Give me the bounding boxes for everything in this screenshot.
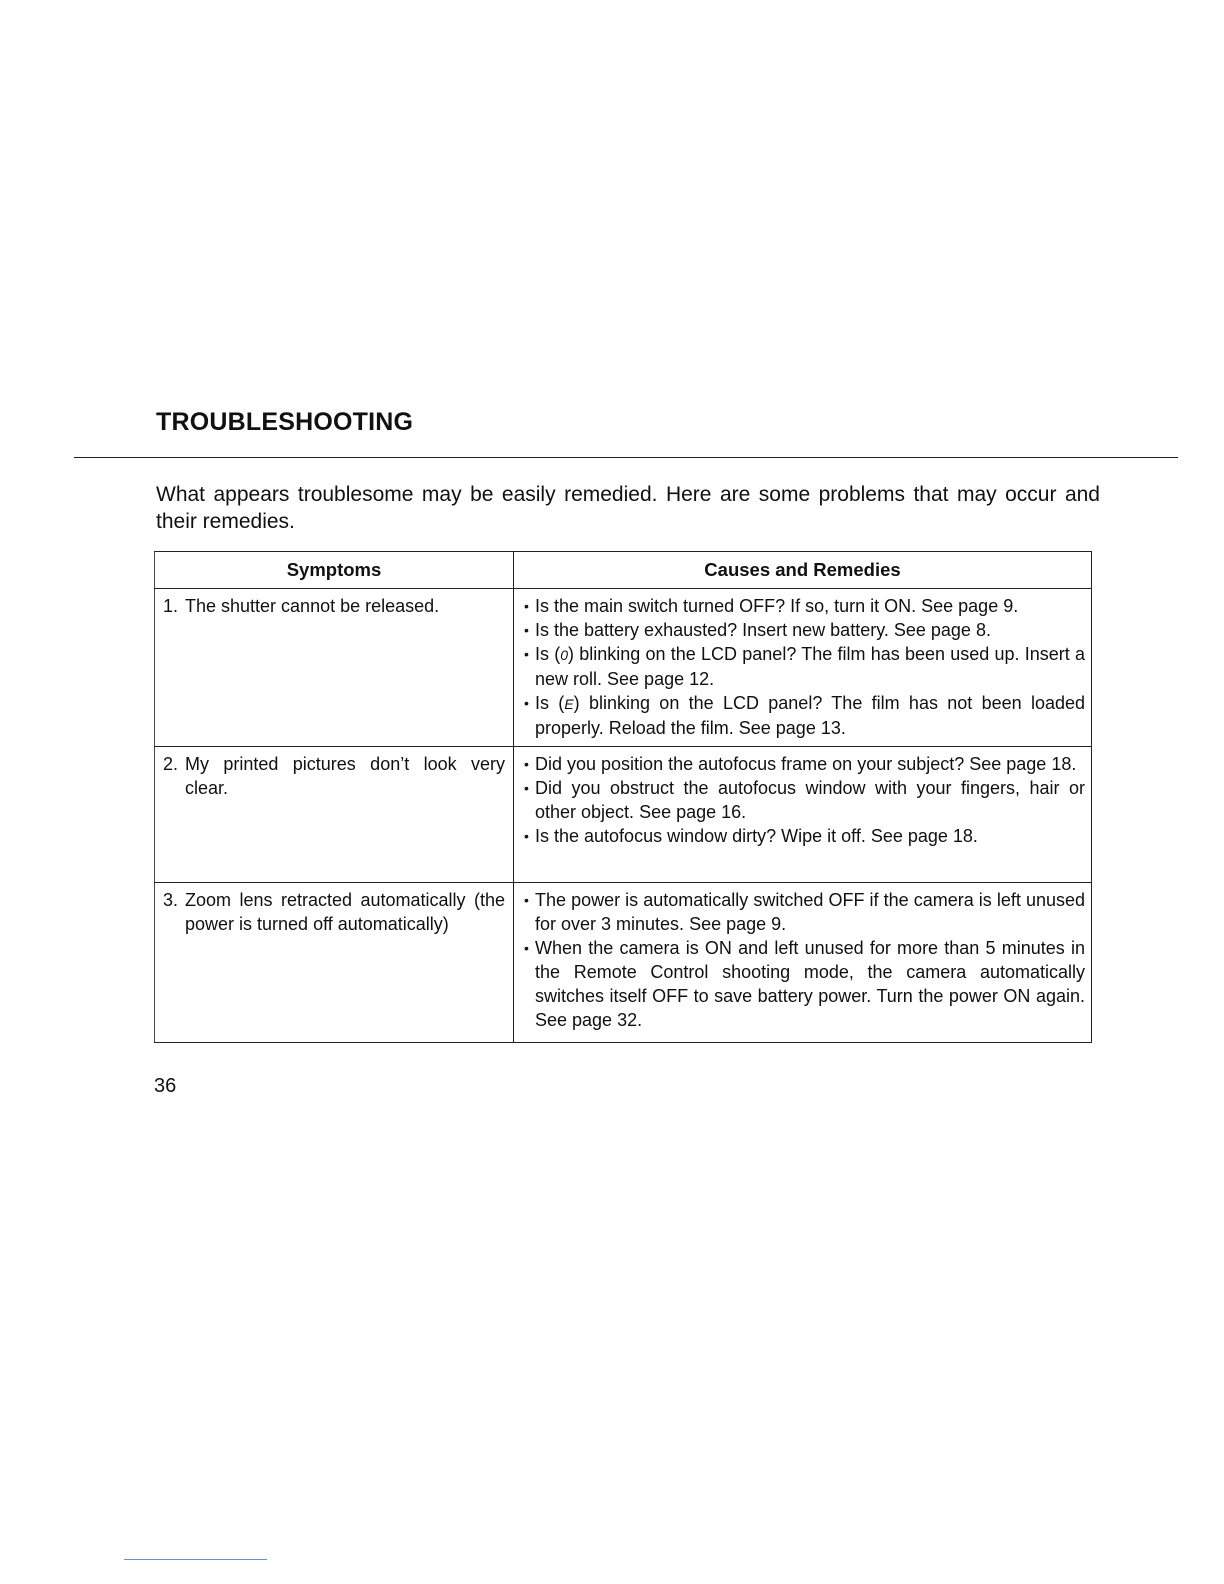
remedy-list bbox=[524, 752, 1085, 848]
table-header-row bbox=[155, 552, 1092, 589]
lcd-error-icon: E bbox=[564, 696, 574, 712]
symptom bbox=[163, 594, 505, 618]
symptom-number: 3. bbox=[163, 890, 179, 910]
symptom-text: Zoom lens retracted automatically (the power is turned off automatically) bbox=[185, 890, 505, 934]
remedy-item bbox=[524, 888, 1085, 936]
symptom-text: My printed pictures don’t look very clear. bbox=[185, 754, 505, 798]
bullet-icon: • bbox=[524, 892, 529, 908]
remedy-item bbox=[524, 618, 1085, 642]
remedy-text: Is the main switch turned OFF? If so, turn it ON. See page 9. bbox=[535, 596, 1019, 616]
title-rule bbox=[74, 457, 1178, 458]
symptom-number: 1. bbox=[163, 596, 179, 616]
symptom-cell bbox=[155, 589, 514, 747]
bullet-icon: • bbox=[524, 756, 529, 772]
page-number: 36 bbox=[154, 1075, 177, 1097]
remedy-text: Is (0) blinking on the LCD panel? The film has been used up. Insert a new roll. See page 12. bbox=[535, 644, 1086, 689]
symptom-text: The shutter cannot be released. bbox=[185, 596, 440, 616]
remedy-item bbox=[524, 594, 1085, 618]
troubleshooting-table bbox=[154, 551, 1092, 1043]
remedy-text: Is the battery exhausted? Insert new battery. See page 8. bbox=[535, 620, 991, 640]
symptom bbox=[163, 752, 505, 800]
remedy-text: Did you obstruct the autofocus window with your fingers, hair or other object. See page 16. bbox=[535, 778, 1085, 822]
footer-rule bbox=[124, 1559, 267, 1560]
bullet-icon: • bbox=[524, 695, 529, 711]
symptom bbox=[163, 888, 505, 936]
bullet-icon: • bbox=[524, 780, 529, 796]
remedy-item bbox=[524, 824, 1085, 848]
remedy-text: The power is automatically switched OFF if the camera is left unused for over 3 minutes. See page 9. bbox=[535, 890, 1085, 934]
symptom-cell bbox=[155, 883, 514, 1043]
table-row bbox=[155, 883, 1092, 1043]
table-row bbox=[155, 589, 1092, 747]
remedy-text: Is the autofocus window dirty? Wipe it off. See page 18. bbox=[535, 826, 978, 846]
remedy-list bbox=[524, 594, 1085, 740]
remedies-cell bbox=[514, 883, 1092, 1043]
bullet-icon: • bbox=[524, 828, 529, 844]
remedies-cell bbox=[514, 747, 1092, 883]
remedy-item bbox=[524, 936, 1085, 1032]
remedy-text: Is (E) blinking on the LCD panel? The film has not been loaded properly. Reload the film. See page 13. bbox=[535, 693, 1085, 738]
remedy-list bbox=[524, 888, 1085, 1032]
table-row bbox=[155, 747, 1092, 883]
page-title: TROUBLESHOOTING bbox=[156, 408, 414, 436]
intro-paragraph: What appears troublesome may be easily remedied. Here are some problems that may occur and their remedies. bbox=[156, 483, 1100, 533]
bullet-icon: • bbox=[524, 646, 529, 662]
bullet-icon: • bbox=[524, 622, 529, 638]
remedies-header: Causes and Remedies bbox=[514, 552, 1092, 589]
remedies-cell bbox=[514, 589, 1092, 747]
bullet-icon: • bbox=[524, 598, 529, 614]
remedy-item bbox=[524, 752, 1085, 776]
remedy-item bbox=[524, 776, 1085, 824]
remedy-item bbox=[524, 642, 1085, 691]
bullet-icon: • bbox=[524, 940, 529, 956]
remedy-text: When the camera is ON and left unused for more than 5 minutes in the Remote Control shooting mode, the camera automatically switches itself OFF to save battery power. Turn the power ON again. See page 32. bbox=[535, 938, 1085, 1030]
symptoms-header: Symptoms bbox=[155, 552, 514, 589]
remedy-item bbox=[524, 691, 1085, 740]
symptom-number: 2. bbox=[163, 754, 179, 774]
remedy-text: Did you position the autofocus frame on your subject? See page 18. bbox=[535, 754, 1077, 774]
symptom-cell bbox=[155, 747, 514, 883]
lcd-film-end-icon: 0 bbox=[560, 647, 569, 663]
